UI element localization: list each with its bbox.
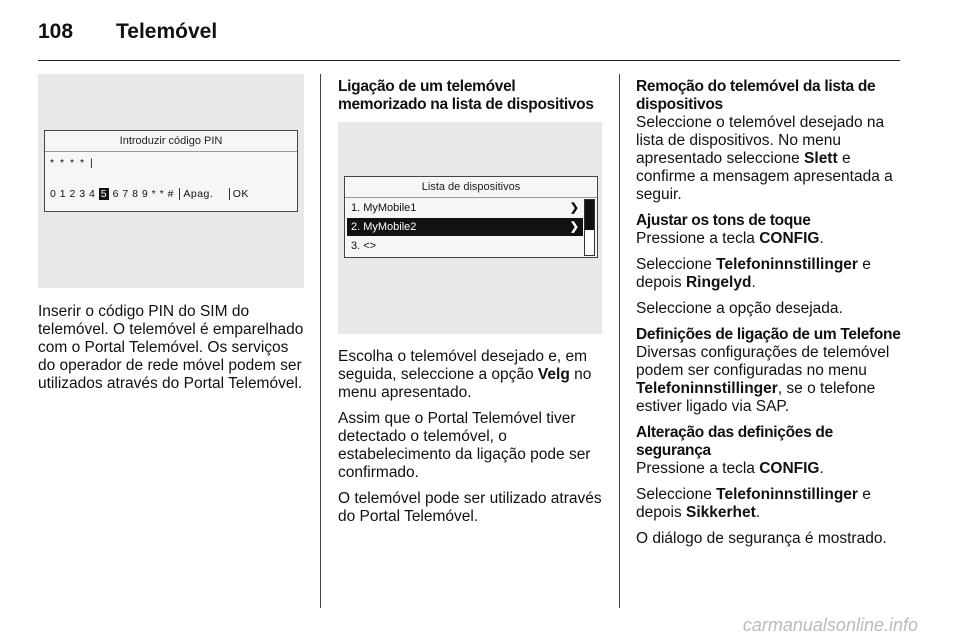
keypad-ok-key[interactable]: OK (229, 188, 249, 200)
pin-screen-title: Introduzir código PIN (45, 131, 297, 152)
paragraph: Seleccione Telefoninnstillinger e depois Ringelyd. (636, 256, 871, 291)
column-divider (320, 74, 321, 608)
page-title: Telemóvel (116, 20, 218, 43)
section-heading: Remoção do telemóvel da lista de dispositivos (636, 78, 876, 113)
section-heading: Definições de ligação de um Telefone (636, 326, 901, 343)
header-rule (38, 60, 900, 61)
paragraph: Seleccione a opção desejada. (636, 300, 843, 317)
watermark: carmanualsonline.info (742, 615, 918, 635)
device-list-item-selected[interactable] (347, 218, 583, 236)
column-2-heading (338, 78, 604, 114)
column-3 (636, 78, 906, 556)
device-list-screen (344, 176, 598, 258)
paragraph: Escolha o telemóvel desejado e, em seguida, seleccione a opção Velg no menu apresentado. (338, 348, 592, 401)
section-heading: Ajustar os tons de toque (636, 212, 811, 229)
pin-entry-field: * * * * | (50, 157, 95, 169)
keypad-apag-key[interactable]: Apag. (179, 188, 213, 200)
keypad-digits[interactable]: 0 1 2 3 4 (50, 188, 96, 200)
paragraph: O telemóvel pode ser utilizado através do Portal Telemóvel. (338, 490, 602, 525)
keypad-digits[interactable]: 6 7 8 9 * * # (112, 188, 174, 200)
chevron-right-icon: ❯ (569, 221, 579, 233)
chevron-right-icon: ❯ (569, 202, 579, 214)
column-2 (338, 348, 606, 534)
device-list-title: Lista de dispositivos (345, 177, 597, 198)
paragraph: Inserir o código PIN do SIM do telemóvel. O telemóvel é emparelhado com o Portal Telemóvel. Os serviços do operador de rede móvel podem ser utilizados através do Portal Telemóvel. (38, 303, 304, 392)
section-heading: Ligação de um telemóvel memorizado na lista de dispositivos (338, 78, 594, 113)
column-divider (619, 74, 620, 608)
section-heading: Alteração das definições de segurança (636, 424, 833, 459)
device-name: 3. <> (351, 240, 377, 252)
paragraph: Assim que o Portal Telemóvel tiver detectado o telemóvel, o estabelecimento da ligação pode ser confirmado. (338, 410, 591, 481)
pin-entry-value: * * * * (50, 157, 86, 169)
device-list-item[interactable] (347, 199, 583, 217)
paragraph: Diversas configurações de telemóvel podem ser configuradas no menu Telefoninnstillinger, se o telefone estiver ligado via SAP. (636, 344, 890, 415)
page-number: 108 (38, 20, 74, 43)
list-scrollbar[interactable] (584, 199, 595, 256)
paragraph: Pressione a tecla CONFIG. (636, 230, 824, 247)
paragraph: Pressione a tecla CONFIG. (636, 460, 824, 477)
pin-entry-figure (38, 74, 304, 288)
pin-keypad (50, 188, 249, 200)
paragraph: Seleccione o telemóvel desejado na lista de dispositivos. No menu apresentado seleccione Slett e confirme a mensagem apresentada a seguir. (636, 114, 893, 203)
paragraph: O diálogo de segurança é mostrado. (636, 530, 887, 547)
device-name: 2. MyMobile2 (351, 221, 417, 233)
keypad-selected-digit[interactable]: 5 (100, 188, 108, 200)
device-list-figure (338, 122, 602, 334)
scrollbar-thumb[interactable] (585, 200, 594, 230)
device-name: 1. MyMobile1 (351, 202, 417, 214)
column-1 (38, 303, 306, 401)
paragraph: Seleccione Telefoninnstillinger e depois Sikkerhet. (636, 486, 871, 521)
page-header (38, 20, 217, 44)
pin-screen (44, 130, 298, 212)
device-list-item[interactable] (347, 237, 583, 255)
